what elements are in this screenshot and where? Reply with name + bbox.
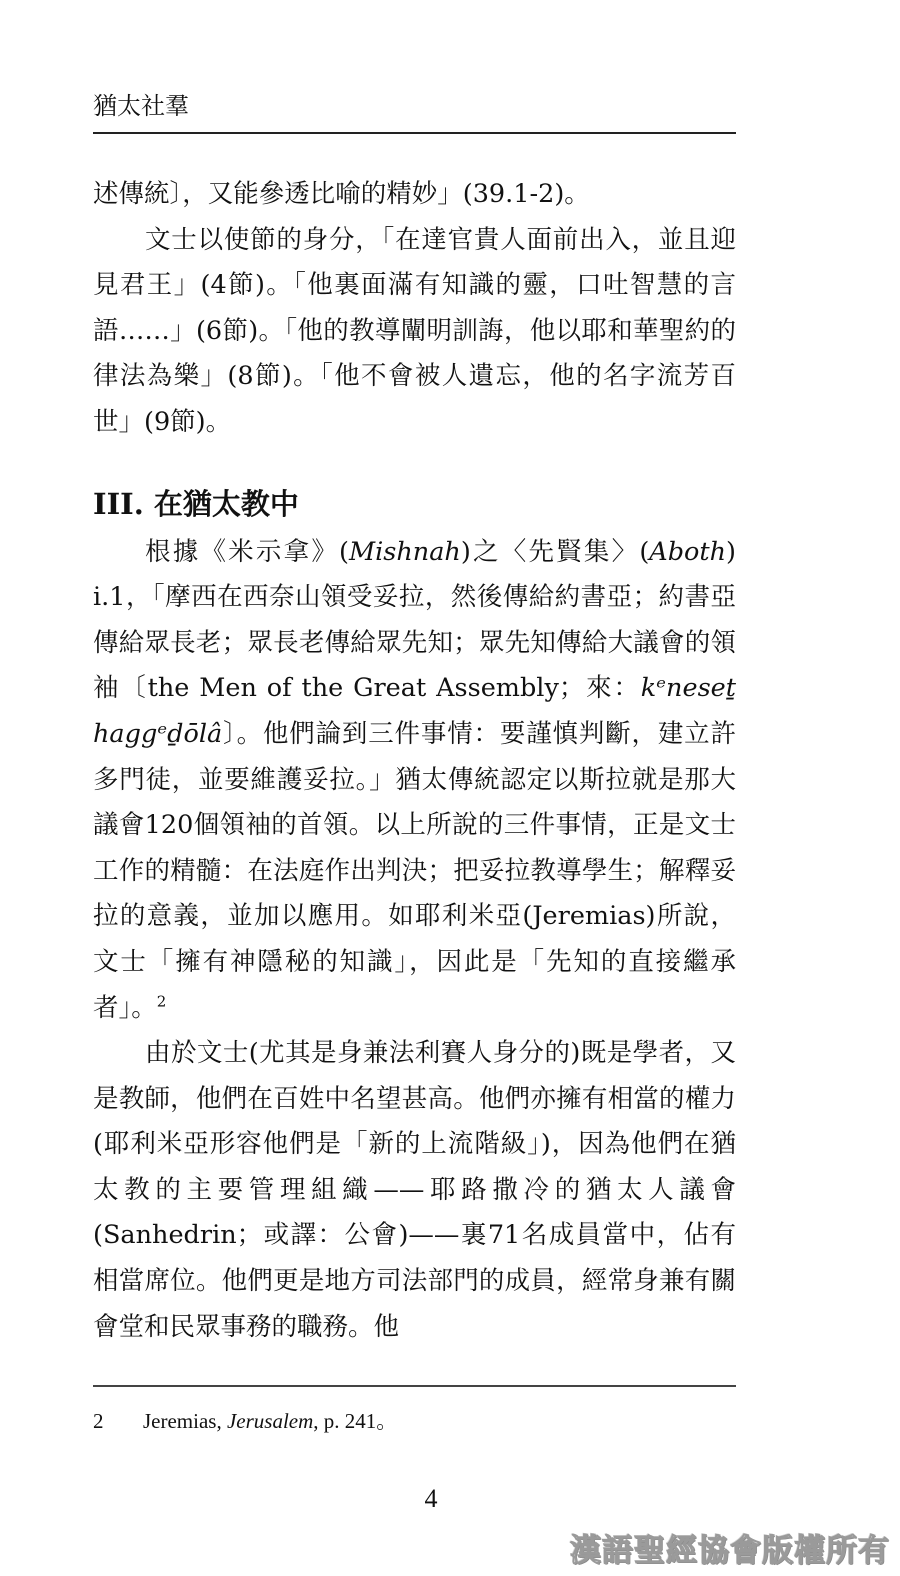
header-rule — [93, 132, 736, 134]
paragraph-continued: 述傳統〕，又能參透比喻的精妙」(39.1-2)。 — [93, 179, 590, 209]
footnote-work-title: Jerusalem — [226, 1409, 314, 1433]
footnote-citation: , p. 241。 — [313, 1409, 398, 1433]
main-text — [93, 172, 736, 1350]
footnote-rule — [93, 1385, 736, 1387]
copyright-watermark: 漢語聖經協會版權所有 — [570, 1533, 890, 1569]
footnote — [93, 1406, 736, 1436]
mishnah-text-2: )之〈先賢集〉( — [460, 536, 650, 567]
mishnah-text-4: 〕。他們論到三件事情：要謹慎判斷，建立許多門徒，並要維護妥拉。」猶太傳統認定以斯拉就是那大議會120個領袖的首領。以上所說的三件事情，正是文士工作的精髓：在法庭作出判決；把妥拉教導學生；解釋妥拉的意義，並加以應用。如耶利米亞(Jeremias)所說，文士「擁有神隱秘的知識」，因此是「先知的直接繼承者」。 — [93, 718, 736, 1023]
mishnah-term: Mishnah — [349, 536, 461, 567]
paragraph-mishnah — [93, 530, 736, 1032]
mishnah-text-1: 根據《米示拿》( — [145, 536, 349, 567]
mishnah-text-3: ) i.1，「摩西在西奈山領受妥拉，然後傳給約書亞；約書亞傳給眾長老；眾長老傳給眾先知；眾先知傳給大議會的領袖〔the Men of the Great Assembly；來： — [93, 536, 736, 704]
footnote-reference: 2 — [156, 992, 167, 1010]
section-heading: III. 在猶太教中 — [93, 486, 299, 521]
paragraph-scribes-status: 由於文士(尤其是身兼法利賽人身分的)既是學者，又是教師，他們在百姓中名望甚高。他們亦擁有相當的權力(耶利米亞形容他們是「新的上流階級」)，因為他們在猶太教的主要管理組織——耶路撒冷的猶太人議會(Sanhedrin；或譯：公會)——裏71名成員當中，佔有相當席位。他們更是地方司法部門的成員，經常身兼有關會堂和民眾事務的職務。他 — [93, 1038, 736, 1342]
running-header: 猶太社羣 — [93, 92, 189, 120]
aboth-term: Aboth — [649, 536, 727, 567]
footnote-author: Jeremias, — [143, 1409, 227, 1433]
footnote-number: 2 — [93, 1409, 104, 1433]
paragraph-envoy: 文士以使節的身分，「在達官貴人面前出入，並且迎見君王」(4節)。「他裏面滿有知識的靈，口吐智慧的言語……」(6節)。「他的教導闡明訓誨，他以耶和華聖約的律法為樂」(8節)。「他不會被人遺忘，他的名字流芳百世」(9節)。 — [93, 224, 736, 437]
hebrew-transliteration: kᵉneseṯ haggᵉḏōlâ — [93, 673, 736, 749]
page-number: 4 — [424, 1484, 438, 1513]
